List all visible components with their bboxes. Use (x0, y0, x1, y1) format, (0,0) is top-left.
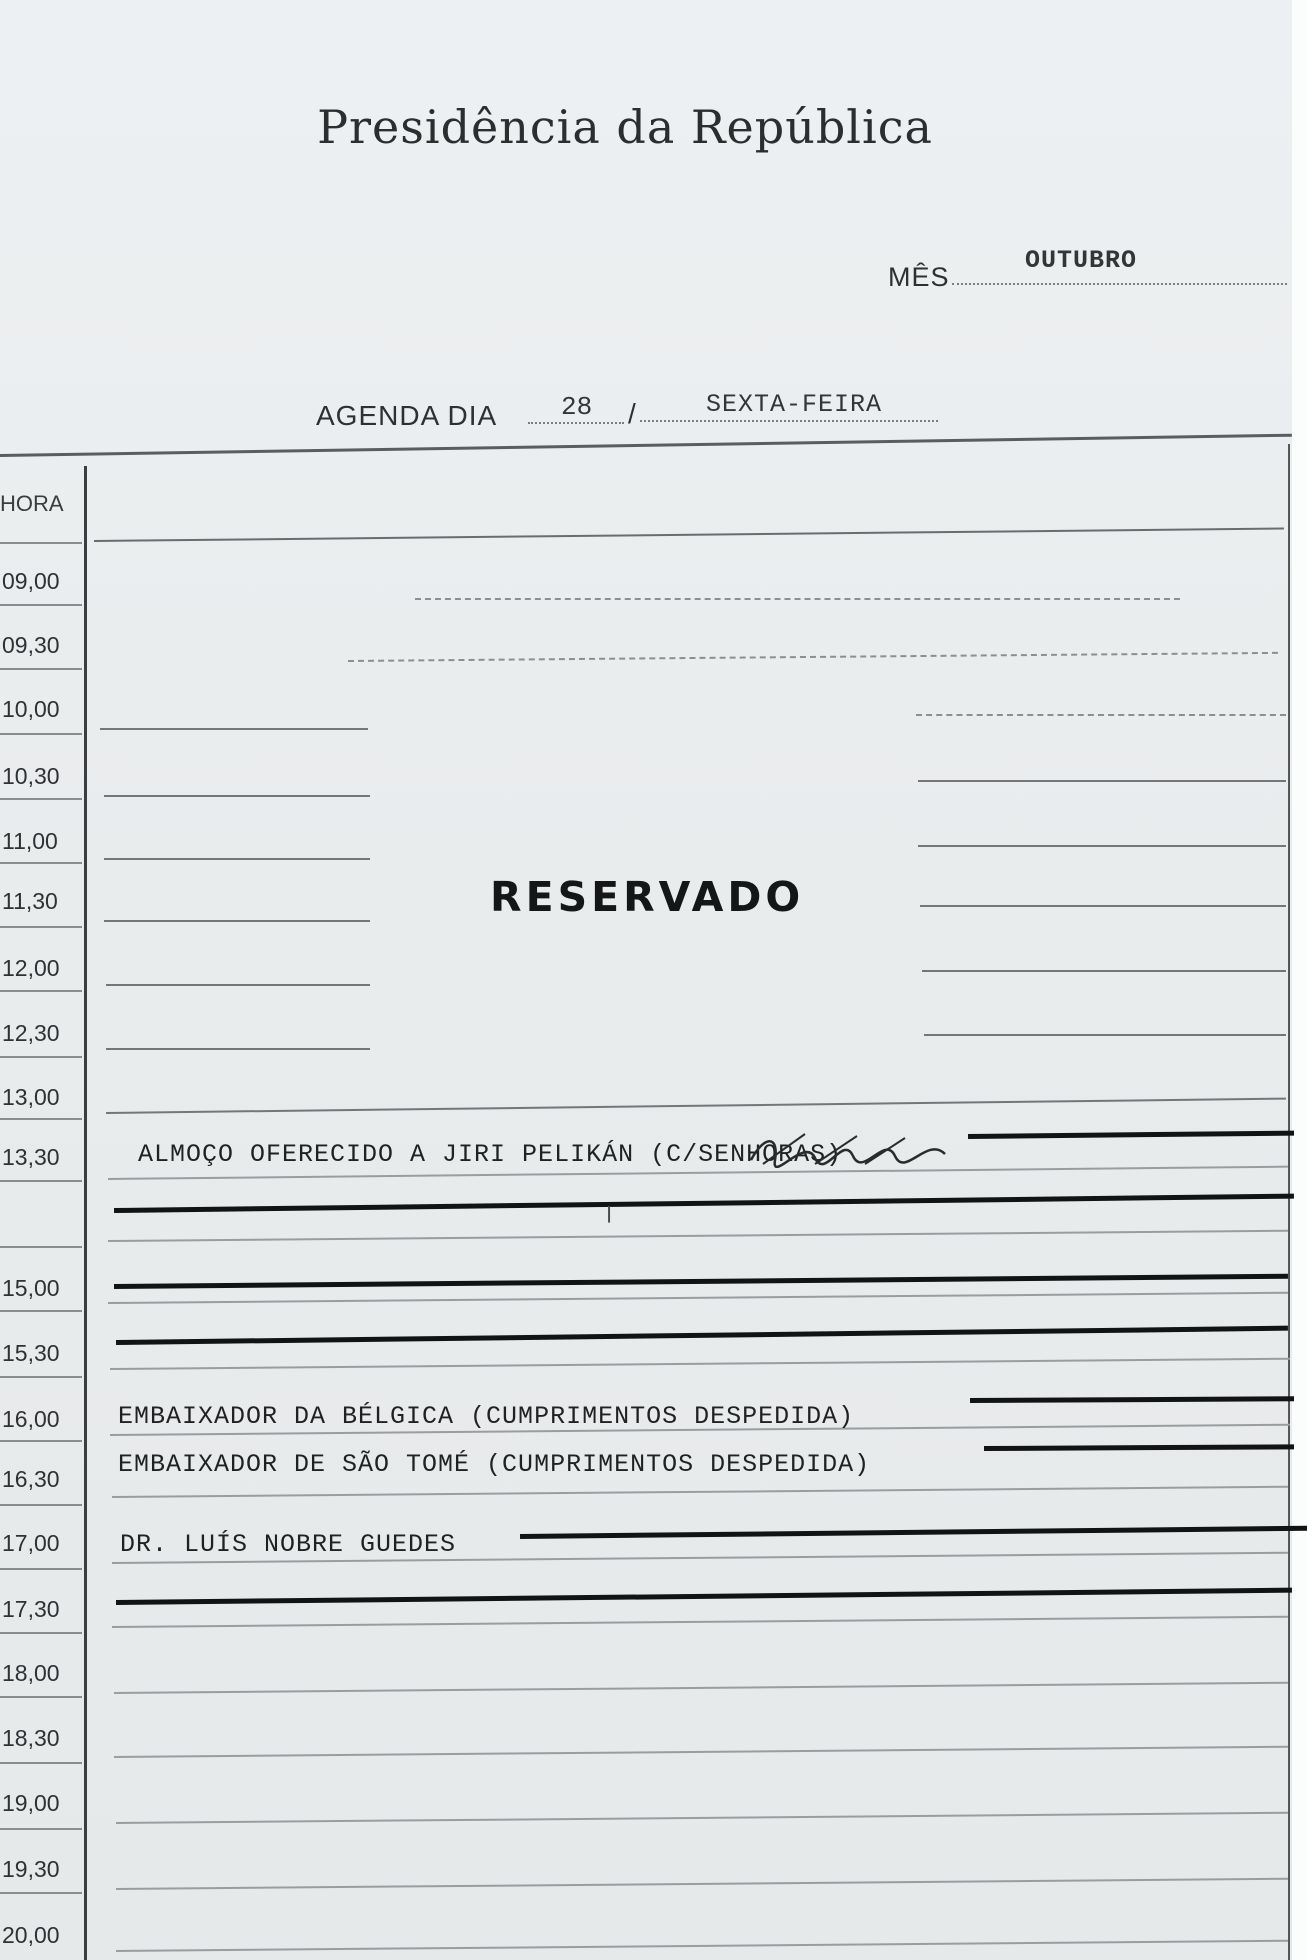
weekday-fill-line (640, 420, 938, 422)
writing-line (108, 1230, 1288, 1242)
time-label: 16,00 (2, 1406, 60, 1432)
writing-line (112, 1486, 1288, 1498)
time-label: 11,30 (2, 888, 58, 914)
header-row-line (94, 528, 1284, 542)
hour-separator (0, 798, 82, 800)
underline-bar (970, 1396, 1294, 1403)
time-label: 10,00 (2, 696, 60, 722)
hour-separator (0, 542, 82, 544)
time-label: 19,00 (2, 1790, 60, 1816)
underline-bar (116, 1326, 1288, 1345)
time-label: 20,00 (2, 1922, 60, 1948)
hour-separator (0, 1762, 82, 1764)
writing-line-right (918, 780, 1286, 782)
weekday-value: SEXTA-FEIRA (706, 390, 883, 419)
date-separator: / (628, 398, 636, 429)
hour-separator (0, 1696, 82, 1698)
hour-separator (0, 1892, 82, 1894)
hour-separator (0, 1440, 82, 1442)
month-fill-line (952, 283, 1287, 285)
hour-separator (0, 1568, 82, 1570)
time-label: 12,00 (2, 955, 60, 981)
time-label: 18,00 (2, 1660, 60, 1686)
writing-line (415, 598, 1180, 600)
time-label: 12,30 (2, 1020, 60, 1046)
underline-bar (968, 1131, 1294, 1139)
time-label: 15,30 (2, 1340, 60, 1366)
time-label: 17,30 (2, 1596, 60, 1622)
time-label: 17,00 (2, 1530, 60, 1556)
hour-separator (0, 668, 82, 670)
writing-line (108, 1292, 1288, 1304)
time-label: 10,30 (2, 763, 60, 789)
underline-bar (114, 1274, 1288, 1289)
writing-line-right (920, 905, 1286, 907)
writing-line (106, 1098, 1286, 1114)
hour-separator (0, 926, 82, 928)
month-label: MÊS (888, 262, 950, 292)
hour-separator (0, 1504, 82, 1506)
hour-separator (0, 1310, 82, 1312)
writing-line (116, 1812, 1288, 1824)
time-label: 16,30 (2, 1466, 60, 1492)
writing-line-left (106, 1048, 370, 1050)
paper-edge (1292, 0, 1307, 1960)
writing-line-left (106, 984, 370, 986)
hour-separator (0, 1828, 82, 1830)
entry-luis-nobre-guedes: DR. LUÍS NOBRE GUEDES (120, 1530, 457, 1559)
underline-bar (520, 1526, 1307, 1539)
underline-bar (984, 1444, 1294, 1451)
entry-lunch: ALMOÇO OFERECIDO A JIRI PELIKÁN (C/SENHORAS) (138, 1140, 843, 1169)
reserved-stamp: RESERVADO (490, 873, 805, 921)
writing-line-left (100, 728, 368, 730)
day-fill-line (528, 422, 624, 424)
time-label: 09,30 (2, 632, 60, 658)
hour-separator (0, 733, 82, 735)
writing-line (110, 1358, 1290, 1370)
writing-line (116, 1878, 1288, 1890)
hour-separator (0, 1246, 82, 1248)
handwritten-correction (745, 1130, 960, 1168)
hour-separator (0, 1632, 82, 1634)
time-label: 15,00 (2, 1275, 60, 1301)
hour-separator (0, 604, 82, 606)
table-top-border (0, 434, 1292, 457)
hour-separator (0, 1376, 82, 1378)
writing-line (112, 1616, 1288, 1628)
month-value: OUTUBRO (1025, 246, 1138, 275)
writing-line-right (916, 714, 1286, 716)
hour-separator (0, 1056, 82, 1058)
writing-line-left (104, 858, 370, 860)
hour-column-header: HORA (0, 491, 64, 516)
hour-column-divider (84, 466, 87, 1960)
writing-line (116, 1940, 1288, 1952)
time-label: 19,30 (2, 1856, 60, 1882)
writing-line (114, 1682, 1288, 1694)
writing-line (348, 652, 1278, 662)
writing-line-right (918, 845, 1286, 847)
time-label: 11,00 (2, 828, 58, 854)
hour-separator (0, 862, 82, 864)
pen-mark: ꞁ (606, 1198, 613, 1223)
writing-line-left (104, 920, 370, 922)
writing-line-right (922, 970, 1286, 972)
agenda-day-label: AGENDA DIA (316, 400, 498, 431)
writing-line (114, 1746, 1288, 1758)
document-title: Presidência da República (317, 100, 933, 154)
time-label: 09,00 (2, 568, 60, 594)
time-label: 13,30 (2, 1144, 60, 1170)
underline-bar (114, 1194, 1294, 1213)
underline-bar (116, 1588, 1292, 1605)
time-label: 13,00 (2, 1084, 60, 1110)
time-label: 18,30 (2, 1725, 60, 1751)
hour-separator (0, 1118, 82, 1120)
writing-line-right (924, 1034, 1286, 1036)
hour-separator (0, 990, 82, 992)
writing-line-left (104, 795, 370, 797)
day-value: 28 (561, 392, 593, 422)
entry-sao-tome-ambassador: EMBAIXADOR DE SÃO TOMÉ (CUMPRIMENTOS DESPEDIDA) (118, 1450, 871, 1479)
hour-separator (0, 1180, 82, 1182)
table-right-border (1288, 444, 1290, 1960)
entry-belgium-ambassador: EMBAIXADOR DA BÉLGICA (CUMPRIMENTOS DESPEDIDA) (118, 1402, 855, 1431)
